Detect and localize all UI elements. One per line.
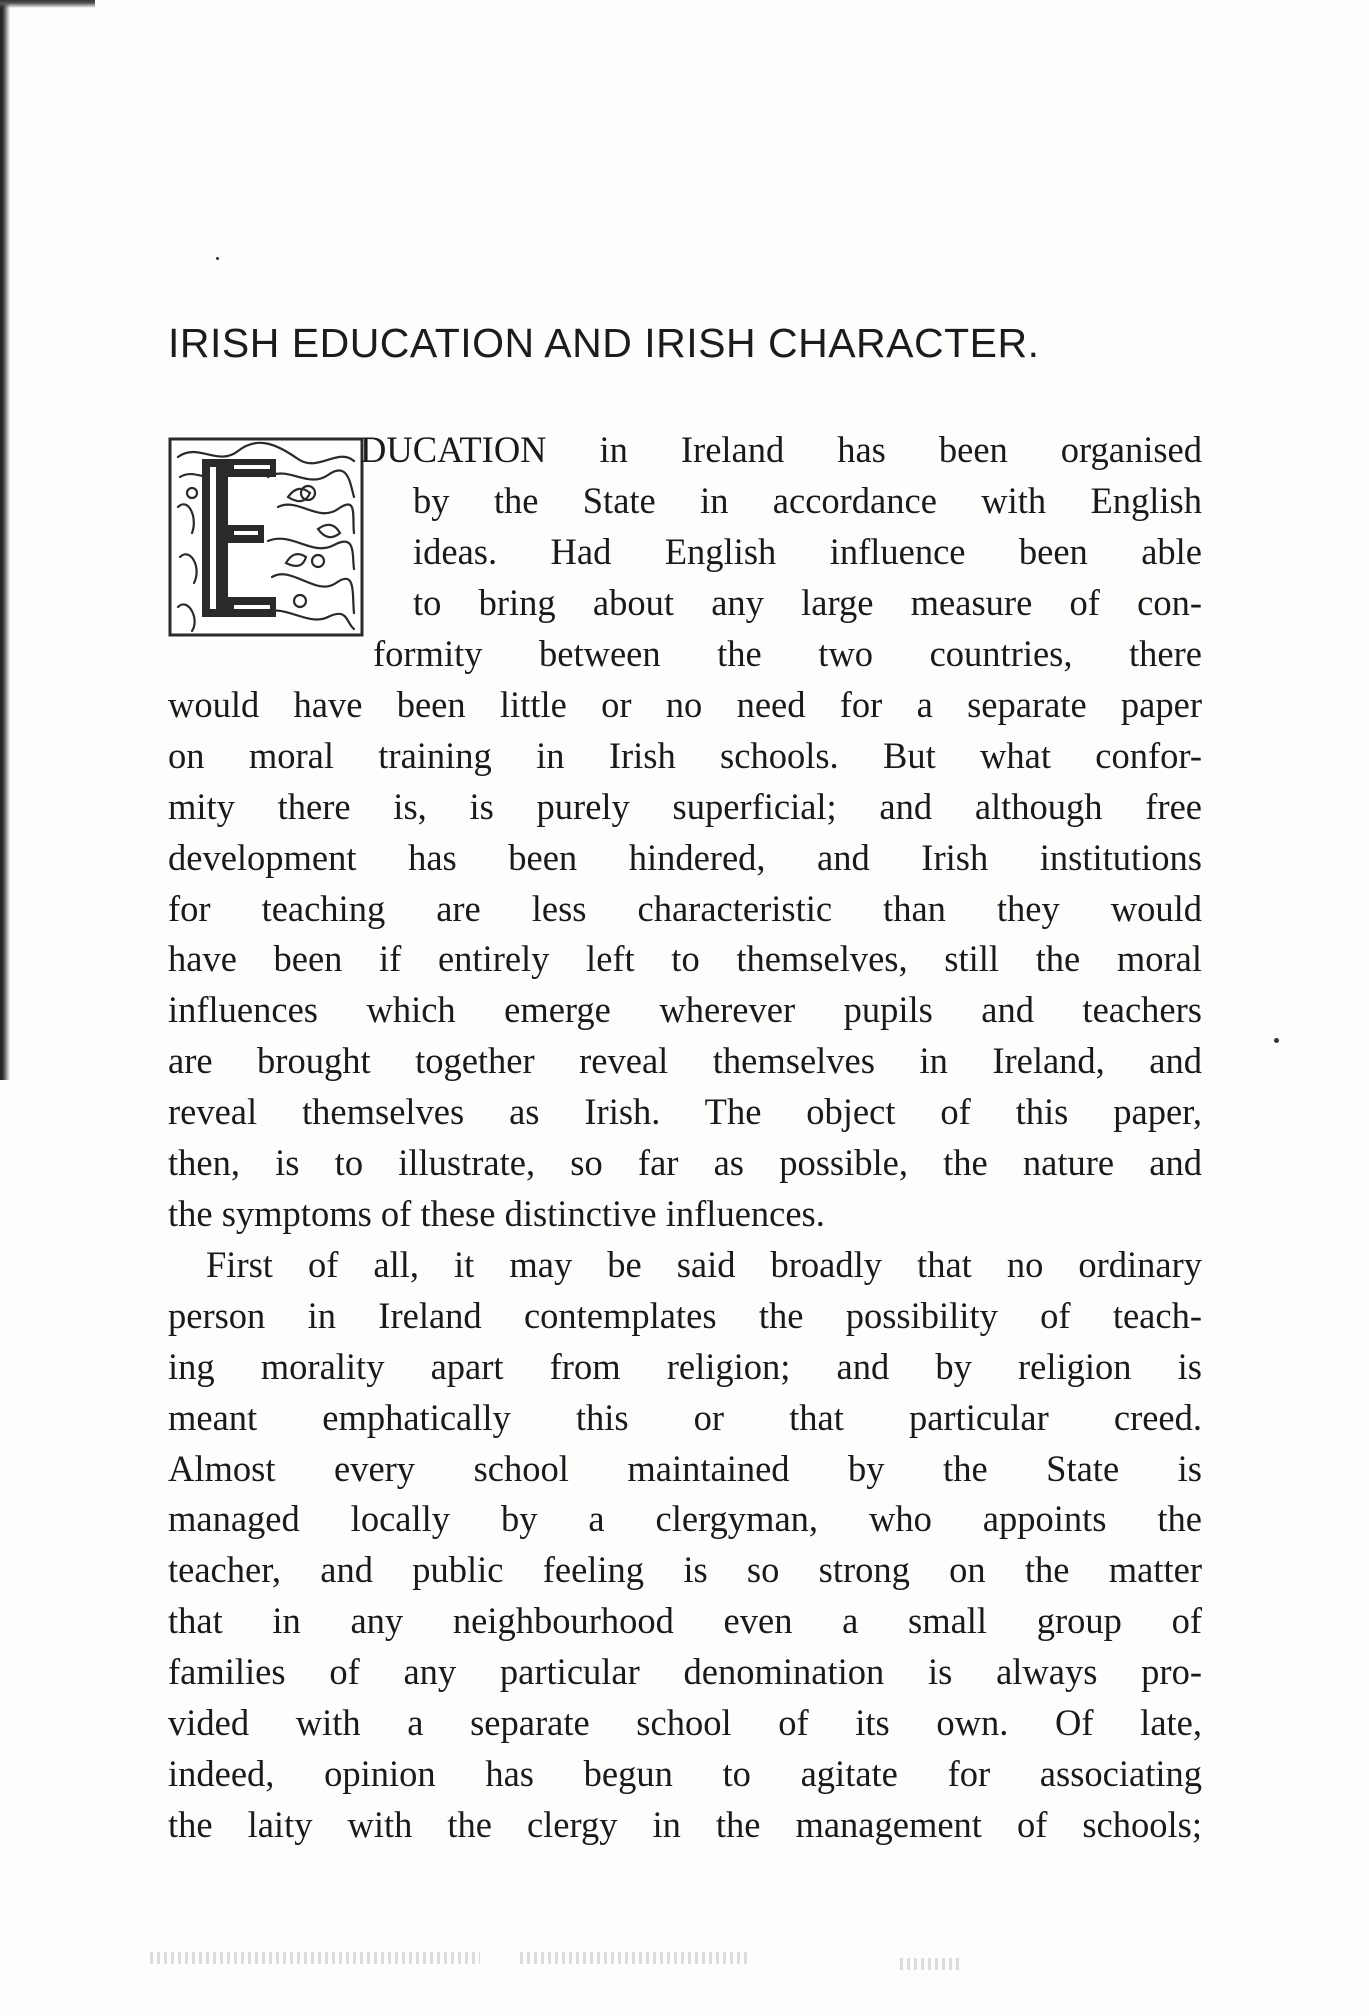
text-line: then, is to illustrate, so far as possible, the nature and <box>168 1142 1202 1184</box>
paragraph-1-body <box>168 680 1202 1240</box>
scan-bleed-through <box>900 1958 960 1970</box>
paragraph-1-indented-block <box>413 476 1202 629</box>
text-line: by the State in accordance with English <box>413 480 1202 521</box>
text-line: ing morality apart from religion; and by religion is <box>168 1345 1202 1387</box>
text-line: ideas. Had English influence been able <box>413 530 1202 572</box>
text-line: the laity with the clergy in the management of schools; <box>168 1803 1202 1845</box>
text-line: vided with a separate school of its own. Of late, <box>168 1702 1202 1744</box>
scan-binding-corner <box>0 0 95 10</box>
text-line: would have been little or no need for a separate paper <box>168 684 1202 725</box>
text-line: person in Ireland contemplates the possibility of teach- <box>168 1294 1202 1336</box>
text-line: influences which emerge wherever pupils and teachers <box>168 989 1202 1031</box>
text-line: mity there is, is purely superficial; and although free <box>168 785 1202 827</box>
scan-bleed-through <box>520 1952 750 1964</box>
scan-speck <box>1274 1038 1279 1043</box>
text-line: that in any neighbourhood even a small group of <box>168 1600 1202 1642</box>
text-line: families of any particular denomination is always pro- <box>168 1651 1202 1693</box>
scan-binding-edge <box>0 0 10 1080</box>
text-line: First of all, it may be said broadly that no ordinary <box>206 1244 1202 1285</box>
text-line: for teaching are less characteristic than they would <box>168 887 1202 929</box>
text-line: the symptoms of these distinctive influences. <box>168 1192 825 1234</box>
text-line: teacher, and public feeling is so strong on the matter <box>168 1549 1202 1591</box>
text-line: indeed, opinion has begun to agitate for associating <box>168 1752 1202 1794</box>
text-line: are brought together reveal themselves in Ireland, and <box>168 1040 1202 1082</box>
text-line: Almost every school maintained by the State is <box>168 1447 1202 1489</box>
text-line: development has been hindered, and Irish institutions <box>168 836 1202 878</box>
text-line: reveal themselves as Irish. The object of this paper, <box>168 1091 1202 1133</box>
scan-speck <box>216 257 219 260</box>
chapter-title: IRISH EDUCATION AND IRISH CHARACTER. <box>168 320 1040 366</box>
scan-bleed-through <box>150 1952 480 1964</box>
text-line: meant emphatically this or that particular creed. <box>168 1396 1202 1438</box>
paragraph-1-drop-block <box>360 425 1202 476</box>
text-line: managed locally by a clergyman, who appoints the <box>168 1498 1202 1540</box>
paragraph-1-indented-block-last <box>373 629 1202 680</box>
text-line: formity between the two countries, there <box>373 633 1202 674</box>
text-line: on moral training in Irish schools. But what confor- <box>168 734 1202 776</box>
text-line: have been if entirely left to themselves, still the moral <box>168 938 1202 980</box>
ornamental-drop-cap-e <box>168 437 364 637</box>
paragraph-2 <box>168 1240 1202 1851</box>
text-line: DUCATION in Ireland has been organised <box>360 429 1202 470</box>
text-line: to bring about any large measure of con- <box>413 581 1202 623</box>
